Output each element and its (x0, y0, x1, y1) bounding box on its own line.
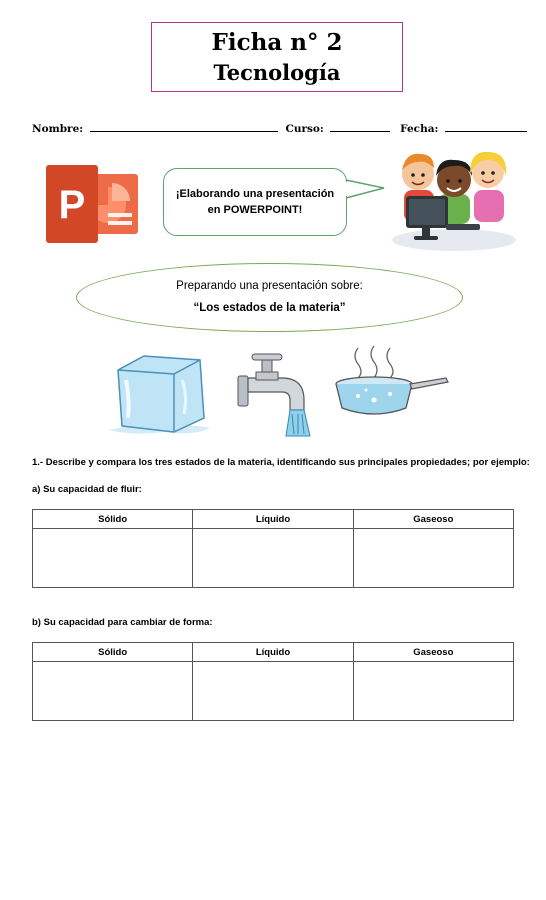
question-a: a) Su capacidad de fluir: (32, 484, 142, 495)
bubble-tail-cover (344, 180, 348, 198)
answer-cell-gaseoso[interactable] (353, 529, 513, 588)
course-label: Curso: (285, 123, 324, 135)
question-b: b) Su capacidad para cambiar de forma: (32, 617, 213, 628)
topic-title: “Los estados de la materia” (193, 302, 346, 314)
header-liquido: Líquido (193, 510, 353, 529)
boiling-pot-icon (334, 344, 450, 420)
header-liquido: Líquido (193, 643, 353, 662)
table-header-row (33, 510, 514, 529)
header-solido: Sólido (33, 510, 193, 529)
table-row (33, 662, 514, 721)
header-fields (32, 121, 512, 135)
worksheet-number: Ficha n° 2 (211, 29, 343, 56)
speech-bubble (163, 168, 347, 236)
answer-cell-liquido[interactable] (193, 662, 353, 721)
answer-cell-liquido[interactable] (193, 529, 353, 588)
bubble-line-2: en POWERPOINT! (207, 204, 303, 216)
table-header-row (33, 643, 514, 662)
powerpoint-logo-icon (46, 165, 140, 243)
date-label: Fecha: (400, 123, 439, 135)
topic-ellipse (76, 263, 463, 332)
date-line[interactable] (445, 121, 527, 132)
ice-cube-icon (104, 352, 214, 438)
header-gaseoso: Gaseoso (353, 643, 513, 662)
answer-cell-gaseoso[interactable] (353, 662, 513, 721)
topic-intro: Preparando una presentación sobre: (176, 280, 363, 292)
kids-computer-icon (390, 144, 520, 252)
name-label: Nombre: (32, 123, 84, 135)
answer-cell-solido[interactable] (33, 662, 193, 721)
course-line[interactable] (330, 121, 390, 132)
name-line[interactable] (90, 121, 278, 132)
title-box (151, 22, 403, 92)
table-fluir (32, 509, 514, 588)
header-gaseoso: Gaseoso (353, 510, 513, 529)
table-forma (32, 642, 514, 721)
bubble-tail (344, 178, 386, 200)
bubble-line-1: ¡Elaborando una presentación (175, 188, 335, 200)
worksheet-subject: Tecnología (213, 60, 341, 85)
svg-text:P: P (58, 183, 86, 227)
water-tap-icon (232, 348, 318, 440)
question-1: 1.- Describe y compara los tres estados de la materia, identificando sus principales propiedades; por ejemplo: (32, 457, 530, 468)
header-solido: Sólido (33, 643, 193, 662)
answer-cell-solido[interactable] (33, 529, 193, 588)
table-row (33, 529, 514, 588)
